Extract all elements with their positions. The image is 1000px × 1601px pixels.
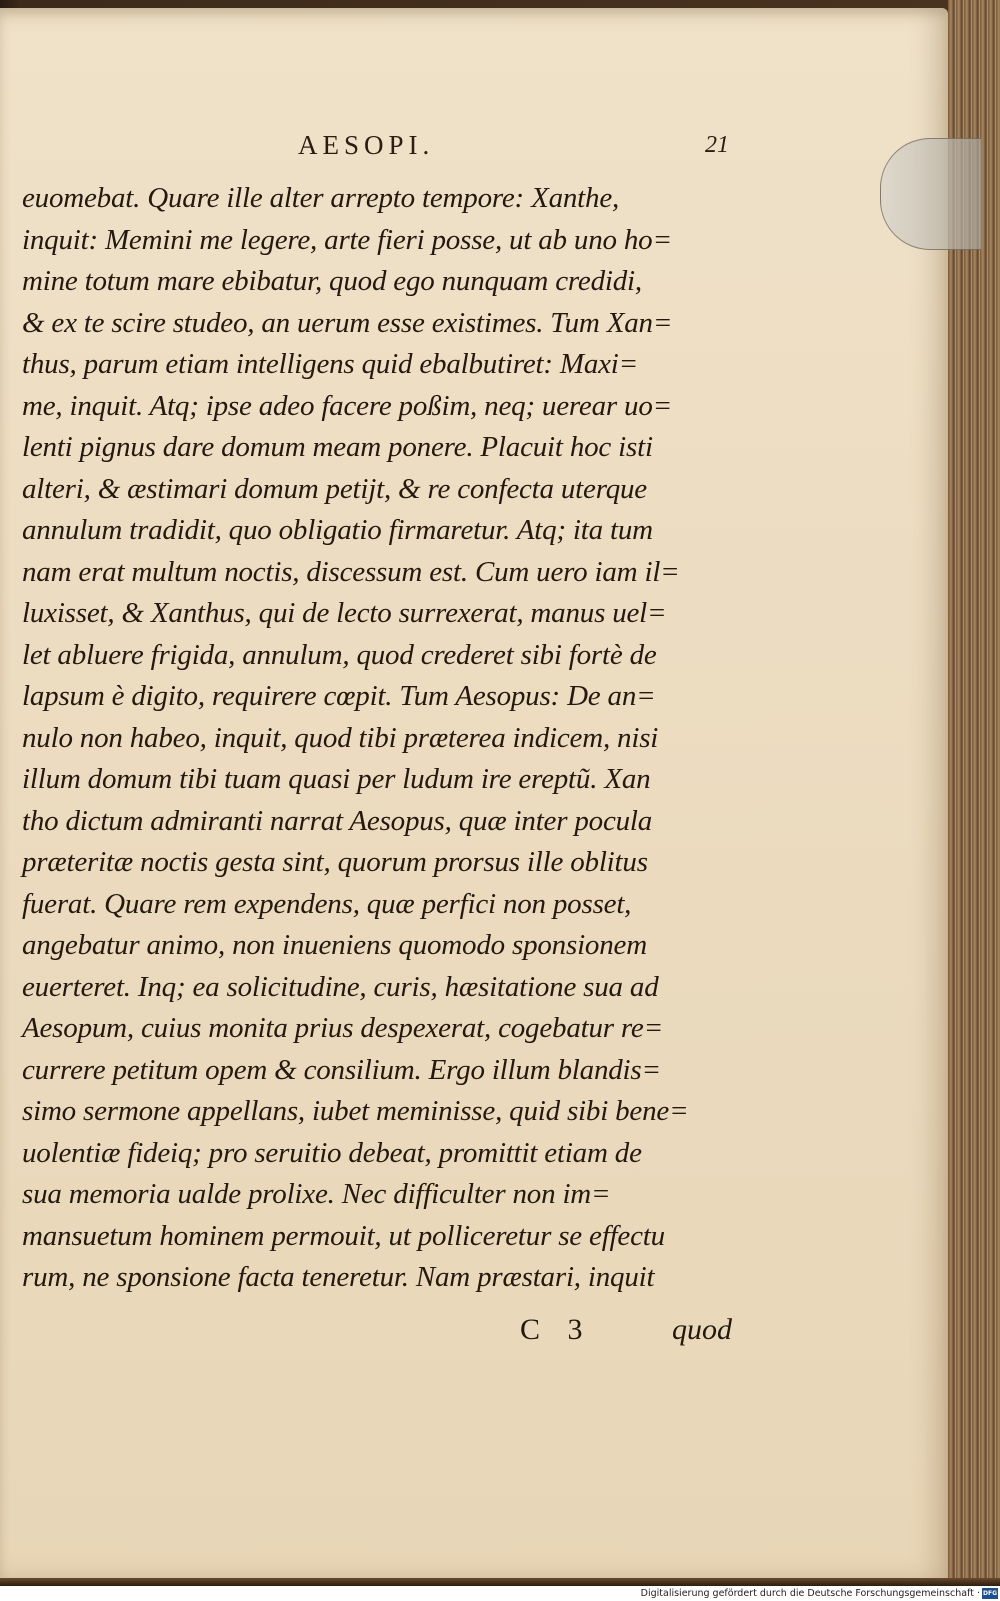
text-line: lapsum è digito, requirere cœpit. Tum Aesopus: De an= <box>22 680 656 712</box>
text-line: luxisset, & Xanthus, qui de lecto surrexerat, manus uel= <box>22 597 667 629</box>
dfg-logo-icon: DFG <box>982 1590 997 1597</box>
text-line: me, inquit. Atq; ipse adeo facere poßim, neq; uerear uo= <box>22 389 672 422</box>
text-line: nam erat multum noctis, discessum est. Cum uero iam il= <box>22 555 680 588</box>
text-line: euerteret. Inq; ea solicitudine, curis, hæsitatione sua ad <box>22 970 659 1003</box>
text-line: nulo non habeo, inquit, quod tibi præterea indicem, nisi <box>22 721 659 754</box>
running-head: AESOPI. <box>298 130 435 160</box>
text-line: mine totum mare ebibatur, quod ego nunquam credidi, <box>22 265 642 297</box>
body-text <box>22 178 752 1299</box>
funding-credit: Digitalisierung gefördert durch die Deutsche Forschungsgemeinschaft · <box>640 1588 980 1599</box>
text-line: rum, ne sponsione facta teneretur. Nam præstari, inquit <box>22 1261 655 1293</box>
text-line: præteritæ noctis gesta sint, quorum prorsus ille oblitus <box>22 846 648 878</box>
text-line: let abluere frigida, annulum, quod crederet sibi fortè de <box>22 638 657 671</box>
text-line: simo sermone appellans, iubet meminisse, quid sibi bene= <box>22 1095 689 1127</box>
book-page <box>0 8 948 1580</box>
text-line: fuerat. Quare rem expendens, quæ perfici non posset, <box>22 887 632 920</box>
text-line: alteri, & æstimari domum petijt, & re confecta uterque <box>22 472 647 505</box>
text-line: angebatur animo, non inueniens quomodo sponsionem <box>22 929 647 961</box>
text-line: euomebat. Quare ille alter arrepto tempore: Xanthe, <box>22 182 620 214</box>
text-line: tho dictum admiranti narrat Aesopus, quæ inter pocula <box>22 804 653 837</box>
text-line: Aesopum, cuius monita prius despexerat, cogebatur re= <box>22 1012 663 1044</box>
folio-number: 21 <box>705 132 729 158</box>
text-line: illum domum tibi tuam quasi per ludum ire ereptũ. Xan <box>22 763 651 795</box>
text-line: mansuetum hominem permouit, ut polliceretur se effectu <box>22 1219 665 1252</box>
text-line: uolentiæ fideiq; pro seruitio debeat, promittit etiam de <box>22 1136 642 1169</box>
text-line: inquit: Memini me legere, arte fieri posse, ut ab uno ho= <box>22 223 672 256</box>
footer-bar <box>0 1586 1000 1601</box>
catchword: quod <box>672 1313 732 1346</box>
text-line: currere petitum opem & consilium. Ergo illum blandis= <box>22 1053 661 1086</box>
text-line: & ex te scire studeo, an uerum esse existimes. Tum Xan= <box>22 306 673 339</box>
page-clip <box>880 138 982 250</box>
signature-mark: C 3 <box>520 1313 593 1346</box>
text-line: lenti pignus dare domum meam ponere. Placuit hoc isti <box>22 431 653 463</box>
text-line: annulum tradidit, quo obligatio firmaretur. Atq; ita tum <box>22 514 653 546</box>
book-bottom-edge <box>0 1578 1000 1586</box>
text-line: sua memoria ualde prolixe. Nec difficulter non im= <box>22 1178 611 1210</box>
text-line: thus, parum etiam intelligens quid ebalbutiret: Maxi= <box>22 348 639 380</box>
